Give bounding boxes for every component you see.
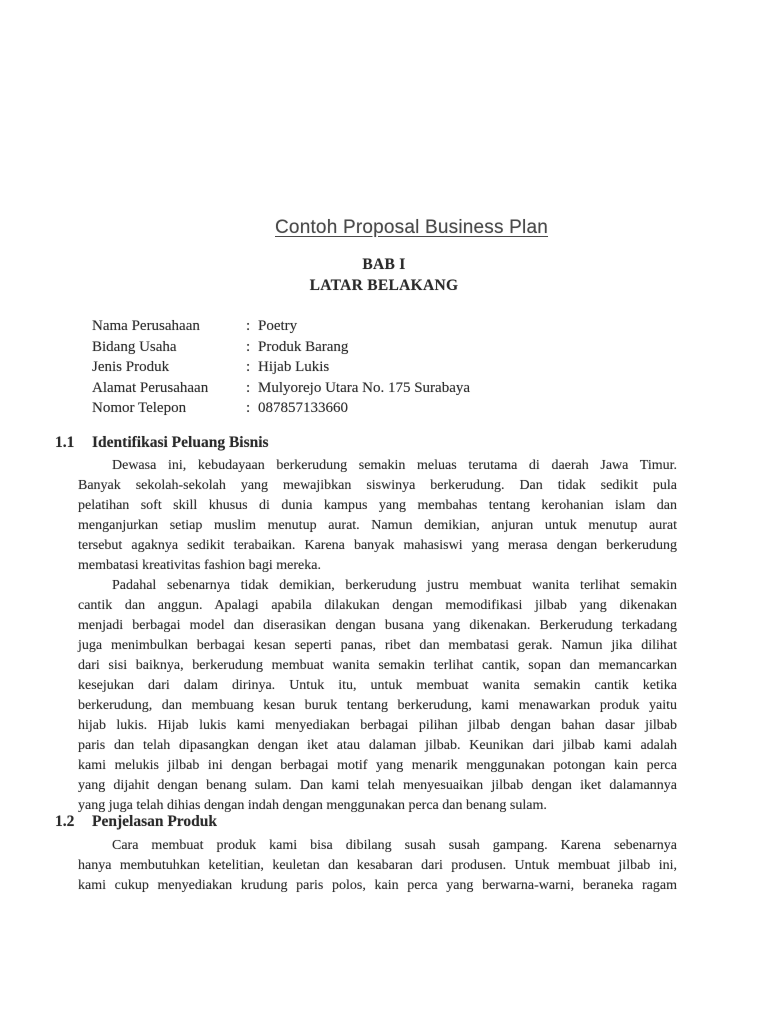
section-number: 1.2	[55, 813, 75, 830]
section-heading-text: Penjelasan Produk	[92, 813, 218, 830]
company-colon: :	[246, 379, 251, 396]
text-line: dari sisi baiknya, berkerudung membuat wanita semakin terlihat cantik, sopan dan memancarkan	[78, 658, 677, 673]
paragraph	[78, 456, 677, 576]
text-line: Dewasa ini, kebudayaan berkerudung semakin meluas terutama di daerah Jawa Timur.	[112, 458, 677, 473]
text-line: menjadi berbagai model dan diserasikan dengan busana yang dikenakan. Berkerudung terkadang	[78, 618, 677, 633]
text-line: kesejukan dari dalam dirinya. Untuk itu, untuk membuat wanita semakin cantik ketika	[78, 678, 677, 693]
company-info	[92, 316, 470, 419]
text-line: yang juga telah dihias dengan indah dengan menggunakan perca dan benang sulam.	[78, 798, 547, 813]
company-value: 087857133660	[258, 400, 348, 417]
text-line: membatasi kreativitas fashion bagi mereka.	[78, 558, 321, 573]
company-value: Poetry	[258, 318, 298, 334]
text-line: pelatihan soft skill khusus di dunia kampus yang membahas tentang kerohanian islam dan	[78, 498, 677, 513]
section-number: 1.1	[55, 434, 75, 451]
text-line: Padahal sebenarnya tidak demikian, berkerudung justru membuat wanita terlihat semakin	[112, 578, 677, 593]
section-1-2-heading	[55, 812, 217, 832]
paragraph	[78, 576, 677, 816]
text-line: kami melukis jilbab ini dengan berbagai motif yang menarik menggunakan potongan kain perca	[78, 758, 677, 773]
company-label: Nomor Telepon	[92, 400, 187, 417]
text-line: menganjurkan setiap muslim menutup aurat. Namun demikian, anjuran untuk menutup aurat	[78, 518, 677, 533]
text-line: hijab lukis. Hijab lukis kami menyediakan berbagai pilihan jilbab dengan bahan dasar jilbab	[78, 718, 677, 733]
text-line: yang dijahit dengan benang sulam. Dan kami telah menyesuaikan jilbab dengan iket dalamannya	[78, 778, 677, 793]
company-colon: :	[246, 338, 251, 355]
chapter-title: LATAR BELAKANG	[309, 276, 459, 294]
company-colon: :	[246, 318, 251, 334]
text-line: paris dan telah dipasangkan dengan iket atau dalaman jilbab. Keunikan dari jilbab kami adalah	[78, 738, 677, 753]
company-label: Jenis Produk	[92, 359, 170, 376]
text-line: tersebut agaknya sedikit terabaikan. Karena banyak mahasiswi yang merasa dengan berkerudung	[78, 538, 677, 553]
company-label: Bidang Usaha	[92, 338, 177, 355]
document-title: Contoh Proposal Business Plan	[275, 217, 549, 238]
company-value: Mulyorejo Utara No. 175 Surabaya	[258, 379, 471, 396]
text-line: berkerudung, dan membuang kesan buruk tentang berkerudung, kami menawarkan produk yaitu	[78, 698, 677, 713]
paragraph	[78, 836, 677, 896]
company-value: Produk Barang	[258, 338, 349, 355]
section-1-2-body	[78, 836, 677, 896]
section-heading-text: Identifikasi Peluang Bisnis	[92, 434, 269, 451]
text-line: cantik dan anggun. Apalagi apabila dilakukan dengan memodifikasi jilbab yang dikenakan	[78, 598, 677, 613]
chapter-heading	[0, 255, 768, 296]
company-colon: :	[246, 359, 251, 376]
text-line: kami cukup menyediakan krudung paris polos, kain perca yang berwarna-warni, beraneka ragam	[78, 878, 677, 893]
section-1-1-heading	[55, 433, 269, 453]
company-label: Alamat Perusahaan	[92, 379, 209, 396]
text-line: juga menimbulkan berbagai kesan seperti panas, ribet dan membatasi gerak. Namun jika dilihat	[78, 638, 677, 653]
text-line: hanya membutuhkan ketelitian, keuletan dan kesabaran dari produsen. Untuk membuat jilbab ini,	[78, 858, 677, 873]
company-colon: :	[246, 400, 251, 417]
chapter-number: BAB I	[362, 256, 406, 273]
company-label: Nama Perusahaan	[92, 318, 200, 334]
text-line: Banyak sekolah-sekolah yang mewajibkan siswinya berkerudung. Dan tidak sedikit pula	[78, 478, 677, 493]
text-line: Cara membuat produk kami bisa dibilang susah susah gampang. Karena sebenarnya	[112, 838, 677, 853]
section-1-1-body	[78, 456, 677, 816]
company-value: Hijab Lukis	[258, 359, 330, 376]
